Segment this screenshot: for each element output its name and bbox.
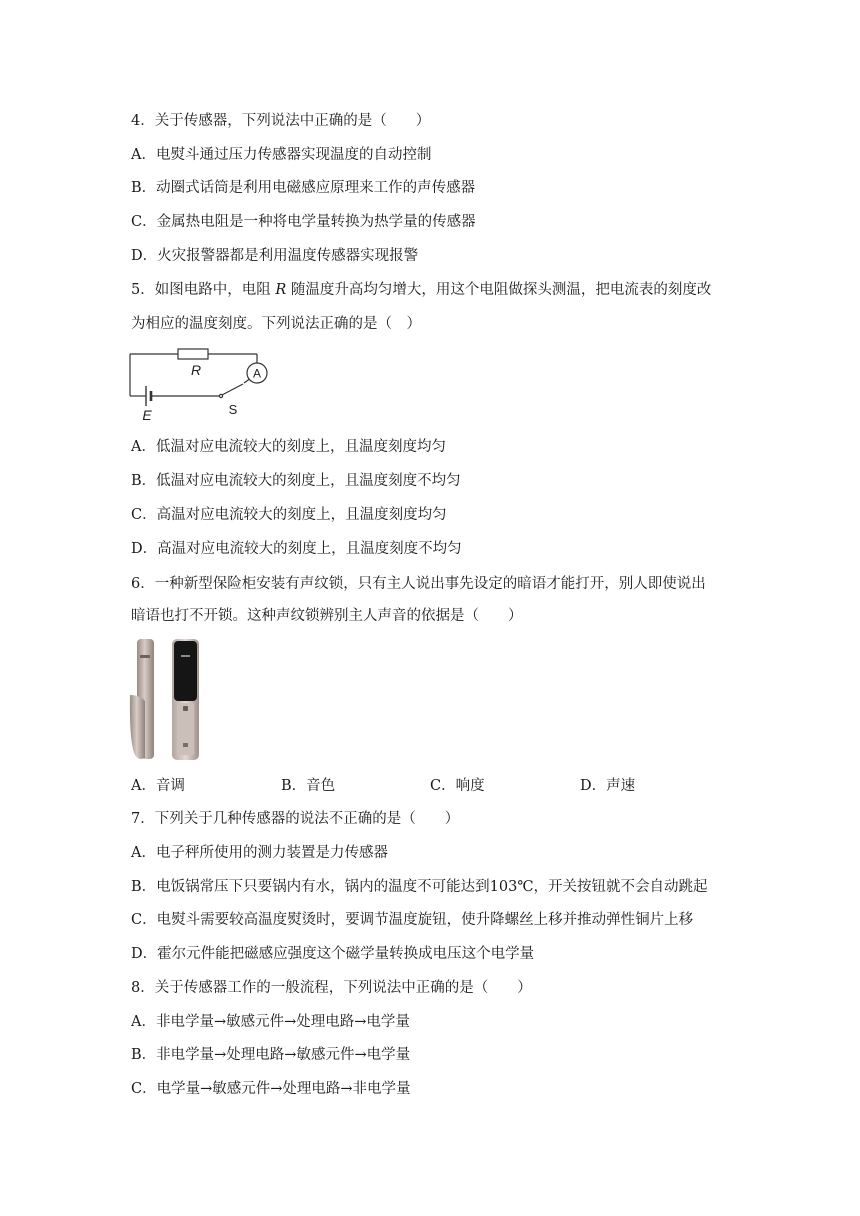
- q7-option-a: A．电子秤所使用的测力装置是力传感器: [131, 845, 388, 861]
- q5-option-b: B．低温对应电流较大的刻度上，且温度刻度不均匀: [131, 473, 461, 489]
- q4-option-b: B．动圈式话筒是利用电磁感应原理来工作的声传感器: [131, 180, 476, 196]
- q6-stem-line2: 暗语也打不开锁。这种声纹锁辨别主人声音的依据是（ ）: [131, 608, 523, 624]
- ammeter-label: A: [252, 366, 262, 381]
- q5-option-c: C．高温对应电流较大的刻度上，且温度刻度均匀: [131, 507, 447, 523]
- q6-stem-line1: 6．一种新型保险柜安装有声纹锁，只有主人说出事先设定的暗语才能打开，别人即使说出: [131, 576, 706, 592]
- q4-stem: 4．关于传感器，下列说法中正确的是（ ）: [131, 113, 431, 129]
- q8-stem: 8．关于传感器工作的一般流程，下列说法中正确的是（ ）: [131, 980, 532, 996]
- battery-label: E: [142, 407, 152, 423]
- circuit-diagram: [124, 344, 274, 424]
- q4-option-c: C．金属热电阻是一种将电学量转换为热学量的传感器: [131, 214, 476, 230]
- q5-option-a: A．低温对应电流较大的刻度上，且温度刻度均匀: [131, 439, 446, 455]
- q8-option-c: C．电学量→敏感元件→处理电路→非电学量: [131, 1081, 411, 1097]
- q5-stem-variable: R: [275, 282, 287, 298]
- resistor-label: R: [190, 362, 202, 378]
- q8-option-a: A．非电学量→敏感元件→处理电路→电学量: [131, 1014, 410, 1030]
- q7-option-d: D．霍尔元件能把磁感应强度这个磁学量转换成电压这个电学量: [131, 946, 535, 962]
- switch-label: S: [228, 402, 238, 417]
- q5-stem-line2: 为相应的温度刻度。下列说法正确的是（ ）: [131, 316, 421, 332]
- lock-side-view: [130, 639, 154, 759]
- voiceprint-lock-image: [128, 637, 202, 763]
- q4-option-a: A．电熨斗通过压力传感器实现温度的自动控制: [131, 147, 432, 163]
- switch-blade: [222, 384, 243, 395]
- q5-option-d: D．高温对应电流较大的刻度上，且温度刻度不均匀: [131, 541, 462, 557]
- lock-front-view: [172, 639, 199, 760]
- q7-option-c: C．电熨斗需要较高温度熨烫时，要调节温度旋钮，使升降螺丝上移并推动弹性铜片上移: [131, 912, 694, 928]
- q7-stem: 7．下列关于几种传感器的说法不正确的是（ ）: [131, 811, 460, 827]
- q5-stem-part-a: 5．如图电路中，电阻: [131, 282, 276, 298]
- q6-option-a: A．音调: [131, 778, 185, 794]
- resistor-symbol: [178, 349, 208, 359]
- q7-option-b: B．电饭锅常压下只要锅内有水，锅内的温度不可能达到103℃，开关按钮就不会自动跳起: [131, 879, 708, 895]
- q6-option-d: D．声速: [580, 778, 636, 794]
- q8-option-b: B．非电学量→处理电路→敏感元件→电学量: [131, 1047, 411, 1063]
- q6-option-c: C．响度: [430, 778, 485, 794]
- q5-stem-line1: [131, 280, 711, 300]
- q5-stem-part-b: 随温度升高均匀增大，用这个电阻做探头测温，把电流表的刻度改: [286, 282, 712, 298]
- q6-option-b: B．音色: [281, 778, 336, 794]
- q4-option-d: D．火灾报警器都是利用温度传感器实现报警: [131, 248, 419, 264]
